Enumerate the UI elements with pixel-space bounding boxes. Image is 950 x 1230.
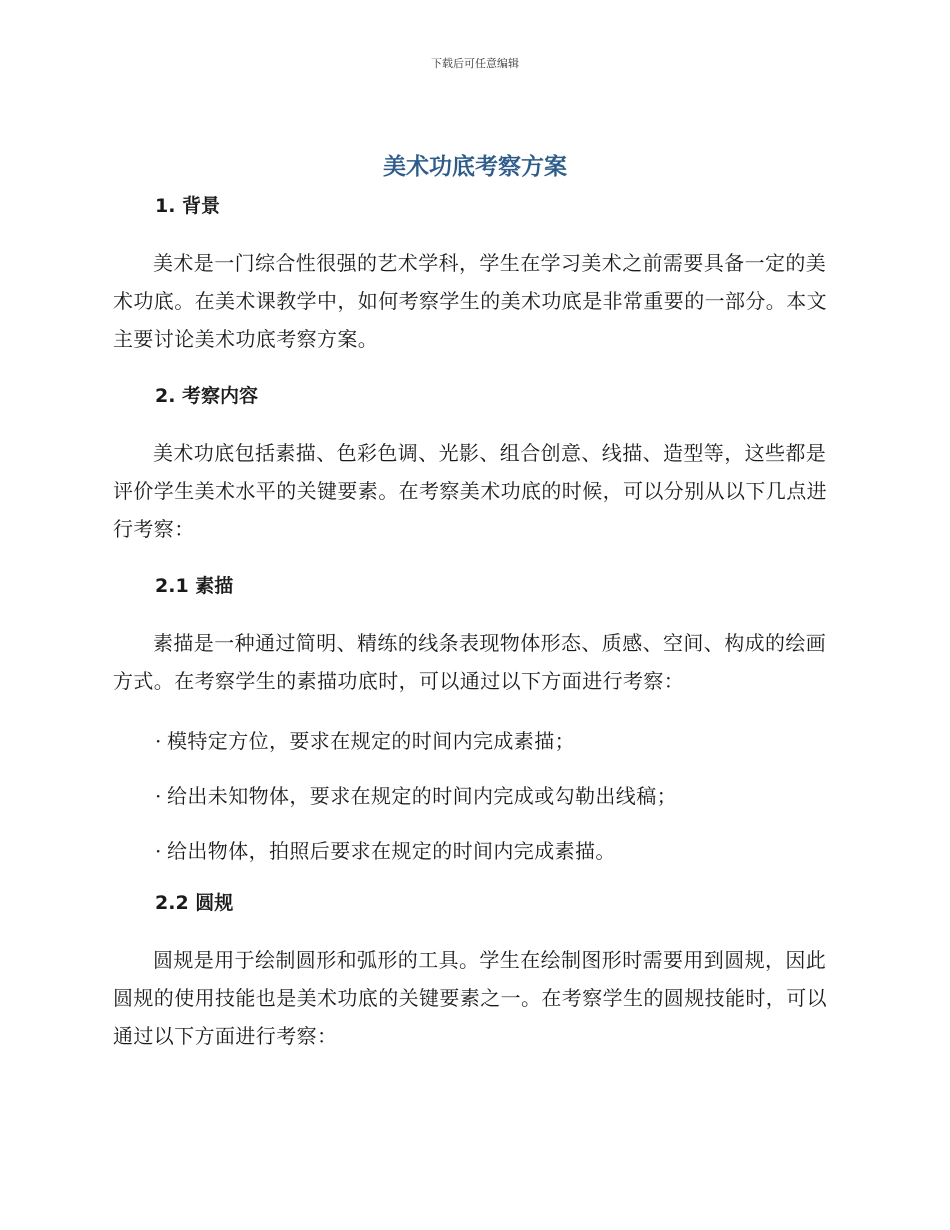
section-heading-content: 2. 考察内容	[155, 385, 259, 407]
list-item	[113, 722, 833, 760]
section-heading-background: 1. 背景	[155, 195, 221, 217]
section-heading-sketch: 2.1 素描	[155, 575, 234, 597]
bullet-icon: ·	[155, 839, 162, 863]
paragraph-compass: 圆规是用于绘制圆形和弧形的工具。学生在绘制图形时需要用到圆规，因此圆规的使用技能也是美术功底的关键要素之一。在考察学生的圆规技能时，可以通过以下方面进行考察：	[113, 948, 827, 1048]
list-item-text: 模特定方位，要求在规定的时间内完成素描；	[167, 729, 575, 753]
paragraph-background: 美术是一门综合性很强的艺术学科，学生在学习美术之前需要具备一定的美术功底。在美术课教学中，如何考察学生的美术功底是非常重要的一部分。本文主要讨论美术功底考察方案。	[113, 251, 827, 351]
list-item-text: 给出未知物体，要求在规定的时间内完成或勾勒出线稿；	[167, 784, 677, 808]
list-item-text: 给出物体，拍照后要求在规定的时间内完成素描。	[167, 839, 616, 863]
section-heading-compass: 2.2 圆规	[155, 892, 234, 914]
bullet-icon: ·	[155, 784, 162, 808]
bullet-icon: ·	[155, 729, 162, 753]
list-item	[113, 777, 833, 815]
document-title: 美术功底考察方案	[383, 154, 567, 180]
document-body	[113, 190, 833, 1077]
paragraph-sketch: 素描是一种通过简明、精练的线条表现物体形态、质感、空间、构成的绘画方式。在考察学生的素描功底时，可以通过以下方面进行考察：	[113, 631, 827, 693]
list-item	[113, 832, 833, 870]
header-note: 下载后可任意编辑	[431, 57, 519, 70]
paragraph-content: 美术功底包括素描、色彩色调、光影、组合创意、线描、造型等，这些都是评价学生美术水平的关键要素。在考察美术功底的时候，可以分别从以下几点进行考察：	[113, 441, 827, 541]
